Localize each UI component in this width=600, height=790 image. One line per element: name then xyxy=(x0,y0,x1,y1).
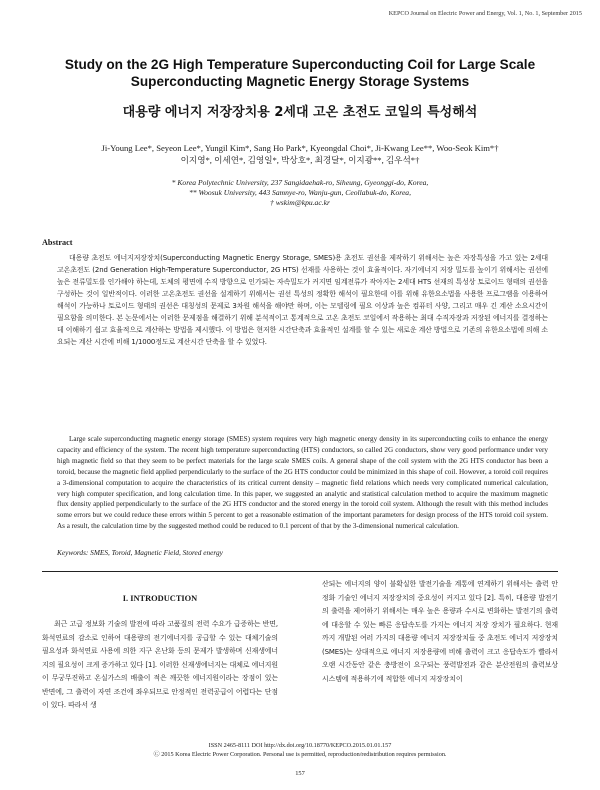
abstract-heading: Abstract xyxy=(42,238,73,247)
footer xyxy=(0,741,600,759)
title-line-1: Study on the 2G High Temperature Superconducting Coil for Large Scale xyxy=(64,57,536,72)
affiliation-1: * Korea Polytechnic University, 237 Sangidaehak-ro, Siheung, Gyeonggi-do, Korea, xyxy=(171,178,429,187)
title-line-2: Superconducting Magnetic Energy Storage Systems xyxy=(130,74,470,89)
affiliations xyxy=(40,178,560,208)
abstract-korean: 대용량 초전도 에너지저장장치(Superconducting Magnetic Energy Storage, SMES)용 초전도 권선을 제작하기 위해서는 높은 자장특성을 가고 있는 2세대 고온초전도 (2nd Generation High-Temperature Superconductor, 2G HTS) 선재를 사용하는 것이 효율적이다. 자기에너지 저장 밀도를 높이기 위해서는 권선에 높은 전류밀도를 인가해야 하는데, 도체의 평면에 수직 방향으로 인가되는 자속밀도가 커지면 임계전류가 작아지는 2세대 HTS 선재의 특성상 토로이드 형태의 권선을 구성하는 것이 일반적이다. 이러한 고온초전도 권선을 설계하기 위해서는 권선 특성의 정확한 해석이 필요한데 이를 위해 유한요소법을 사용한 프로그램을 이용하여 해석이 가능하나 토로이드 형태의 권선은 대칭성의 문제로 3차원 해석을 해야만 하며, 이는 모델링에 필요 이상과 높은 컴퓨터 사양, 그리고 매우 긴 계산 소요시간이 필요함을 의미한다. 본 논문에서는 이러한 문제점을 해결하기 위해 분석적이고 통계적으로 고온 초전도 코일에서 작용하는 최대 수직자장과 저장된 에너지를 결정하는데 이해하기 쉽고 효율적으로 계산하는 방법을 제시했다. 이 방법은 현저한 시간단축과 효율적인 설계를 할 수 있는 새로운 계산 방법으로 기존의 유한요소법에 의해 소요되는 계산 시간에 비해 1/1000정도로 계산시간 단축을 할 수 있었다. xyxy=(57,254,548,346)
page-number: 157 xyxy=(295,770,305,777)
right-column xyxy=(322,578,558,686)
section-heading-introduction: I. INTRODUCTION xyxy=(122,594,198,603)
left-column xyxy=(42,588,278,713)
intro-paragraph-left: 최근 고급 정보화 기술의 발전에 따라 고품질의 전력 수요가 급증하는 반면, 화석연료의 감소로 인하여 대용량의 전기에너지를 공급할 수 있는 대체기술의 필요성과 화석연료 사용에 의한 지구 온난화 등의 문제가 발생하며 신재생에너지의 필요성이 크게 증가하고 있다 [1]. 이러한 신재생에너지는 대체로 에너지원이 무궁무진하고 온실가스의 배출이 적은 깨끗한 에너지원이라는 장점이 있는 반면에, 그 출력이 자연 조건에 좌우되므로 안정적인 전력공급이 어렵다는 단점이 있다. 따라서 생 xyxy=(42,620,278,709)
footer-issn-doi: ISSN 2465-8111 DOI http://dx.doi.org/10.18770/KEPCO.2015.01.01.157 xyxy=(208,742,392,749)
authors-english: Ji-Young Lee*, Seyeon Lee*, Yungil Kim*, Sang Ho Park*, Kyeongdal Choi*, Ji-Kwang Lee**, Woo-Seok Kim*† xyxy=(101,143,499,153)
abstract-english: Large scale superconducting magnetic energy storage (SMES) system requires very high magnetic energy density in its superconducting coils to enhance the energy capacity and efficiency of the system. The recent high temperature superconducting (HTS) conductors, so called 2G conductors, show very good performance under very high magnetic field so that they seem to be perfect materials for the large scale SMES coils. A general shape of the coil system with the 2G HTS conductor has been a toroid, because the magnetic field applied perpendicularly to the surface of the 2G HTS conductor could be minimized in this shape of coil. However, a toroid coil requires a 3-dimensional computation to acquire the characteristics of its critical current density – magnetic field relations which needs very complicated numerical calculation, very high computer specification, and long calculation time. In this paper, we suggested an analytic and statistical calculation method to acquire the maximum magnetic flux density applied perpendicularly to the surface of the 2G HTS conductor and the stored energy in the toroid coil system. Although the result with this method includes some errors but we could reduce these errors within 5 percent to get a reasonable estimation of the important parameters for design process of the HTS toroid coil system. As a result, the calculation time by the suggested method could be reduced to 0.1 percent of that by the 3-dimensional numerical calculation. xyxy=(57,435,548,531)
title-korean: 대용량 에너지 저장장치용 2세대 고온 초전도 코일의 특성해석 xyxy=(122,105,478,120)
footer-copyright: Ⓒ 2015 Korea Electric Power Corporation. Personal use is permitted, reproduction/redistribution requires permission. xyxy=(153,751,447,758)
affiliation-2: ** Woosuk University, 443 Samnye-ro, Wanju-gun, Ceollabuk-do, Korea, xyxy=(188,188,412,197)
authors xyxy=(40,142,560,166)
corresponding-email: † wskim@kpu.ac.kr xyxy=(270,198,330,207)
journal-header: KEPCO Journal on Electric Power and Energy, Vol. 1, No. 1, September 2015 xyxy=(388,10,582,17)
title-english xyxy=(40,56,560,90)
keywords: Keywords: SMES, Toroid, Magnetic Field, Stored energy xyxy=(57,548,223,557)
section-divider xyxy=(42,571,558,572)
intro-paragraph-right: 산되는 에너지의 양이 불확실한 발전기술을 계통에 연계하기 위해서는 출력 안정화 기술인 에너지 저장장치의 중요성이 커지고 있다 [2]. 특히, 대용량 발전기의 출력을 제어하기 위해서는 매우 높은 용량과 수시로 변화하는 발전기의 출력에 대응할 수 있는 빠른 응답속도를 가지는 에너지 저장 장치가 필요하다. 현재까지 개발된 여러 가지의 대용량 에너지 저장장치들 중 초전도 에너지 저장장치(SMES)는 상대적으로 에너지 저장용량에 비해 출력이 크고 응답속도가 빨라서 오랜 시간동안 같은 충방전이 요구되는 풍력발전과 같은 분산전원의 출력보상 시스템에 적용하기에 적합한 에너지 저장장치이 xyxy=(322,580,558,683)
authors-korean: 이지영*, 이세연*, 김영일*, 박상호*, 최경달*, 이지광**, 김우석*† xyxy=(180,155,420,165)
